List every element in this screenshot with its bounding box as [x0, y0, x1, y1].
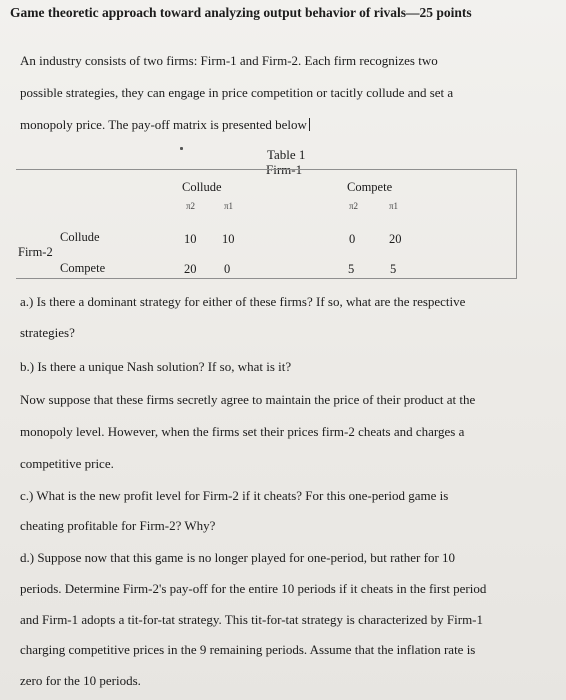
payoff-compete-collude-pi1: 0 — [224, 262, 231, 276]
payoff-compete-collude-pi2: 20 — [184, 262, 197, 276]
collude-pi2-label: π2 — [186, 201, 196, 211]
payoff-collude-compete-pi2: 0 — [349, 232, 356, 246]
question-c-line-1: c.) What is the new profit level for Firm-2 if it cheats? For this one-period game is — [20, 488, 449, 503]
text-cursor — [309, 118, 310, 131]
table-firm1-label: Firm-1 — [266, 162, 303, 177]
question-a-line-1: a.) Is there a dominant strategy for either of these firms? If so, what are the respective — [20, 294, 466, 309]
intro-line-2: possible strategies, they can engage in price competition or tacitly collude and set a — [20, 85, 454, 100]
question-a-line-2: strategies? — [20, 325, 75, 340]
payoff-collude-collude-pi2: 10 — [184, 232, 197, 246]
intro-line-3-text: monopoly price. The pay-off matrix is presented below — [20, 117, 307, 132]
question-d-line-3: and Firm-1 adopts a tit-for-tat strategy. This tit-for-tat strategy is characterized by Firm-1 — [20, 612, 484, 627]
payoff-compete-compete-pi1: 5 — [390, 262, 397, 276]
col-header-collude: Collude — [182, 180, 222, 194]
question-d-line-4: charging competitive prices in the 9 remaining periods. Assume that the inflation rate is — [20, 642, 476, 657]
payoff-compete-compete-pi2: 5 — [348, 262, 355, 276]
scenario-line-3: competitive price. — [20, 456, 114, 471]
compete-pi1-label: π1 — [389, 201, 399, 211]
payoff-collude-compete-pi1: 20 — [389, 232, 402, 246]
question-d-line-2: periods. Determine Firm-2's pay-off for the entire 10 periods if it cheats in the first period — [20, 581, 487, 596]
question-b: b.) Is there a unique Nash solution? If so, what is it? — [20, 359, 292, 374]
compete-pi2-label: π2 — [349, 201, 359, 211]
scenario-line-1: Now suppose that these firms secretly agree to maintain the price of their product at the — [20, 392, 476, 407]
question-d-line-1: d.) Suppose now that this game is no longer played for one-period, but rather for 10 — [20, 550, 456, 565]
intro-line-1: An industry consists of two firms: Firm-1 and Firm-2. Each firm recognizes two — [20, 53, 438, 68]
row-group-firm2: Firm-2 — [18, 245, 53, 259]
document-title: Game theoretic approach toward analyzing output behavior of rivals—25 points — [10, 5, 472, 20]
question-c-line-2: cheating profitable for Firm-2? Why? — [20, 518, 216, 533]
row-label-collude: Collude — [60, 230, 100, 244]
scenario-line-2: monopoly level. However, when the firms set their prices firm-2 cheats and charges a — [20, 424, 465, 439]
question-d-line-5: zero for the 10 periods. — [20, 673, 141, 688]
collude-pi1-label: π1 — [224, 201, 234, 211]
intro-line-3 — [20, 117, 310, 133]
stray-mark — [180, 147, 183, 150]
row-label-compete: Compete — [60, 261, 106, 275]
col-header-compete: Compete — [347, 180, 393, 194]
payoff-table — [16, 169, 517, 279]
payoff-collude-collude-pi1: 10 — [222, 232, 235, 246]
table-caption: Table 1 — [267, 147, 306, 162]
